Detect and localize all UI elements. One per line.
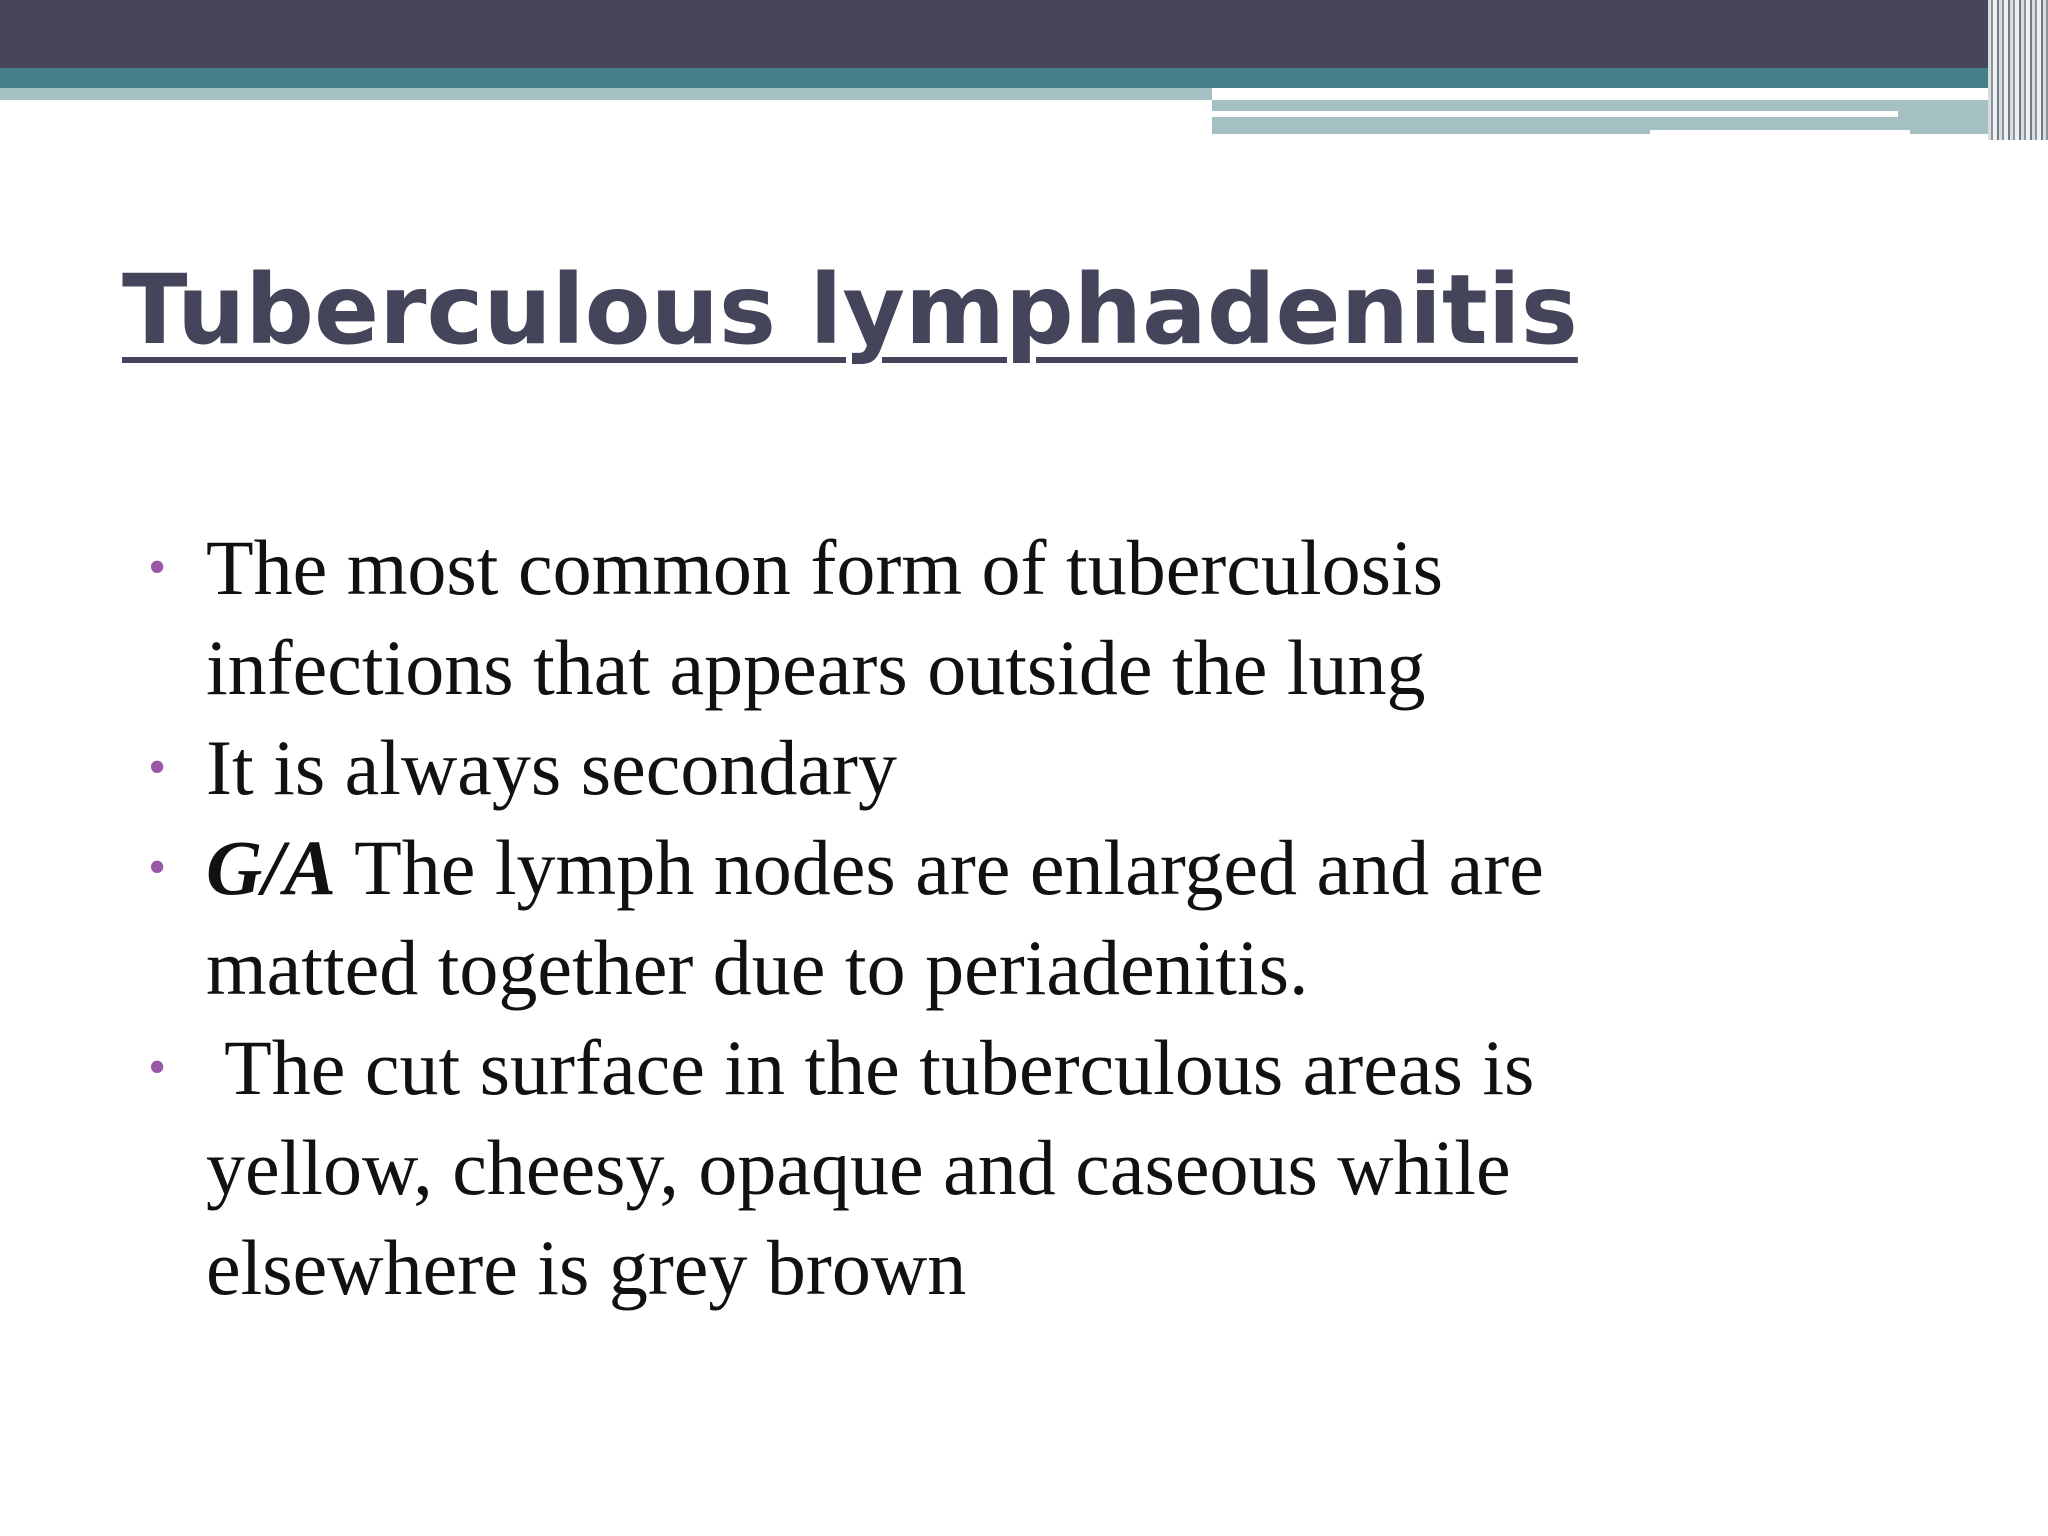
header-white-line-short (1650, 130, 1910, 134)
bullet-dot: • (148, 739, 167, 796)
bullet-item-1 (148, 518, 1968, 718)
bullet-dot: • (148, 839, 167, 896)
bullet-text-line: The cut surface in the tuberculous areas is (206, 1024, 1535, 1111)
slide-title: Tuberculous lymphadenitis (122, 254, 1578, 366)
bullet-item-4 (148, 1018, 1968, 1318)
header-band-light-left (0, 88, 1212, 100)
bullet-text-line: The most common form of tuberculosis (206, 524, 1443, 611)
bullet-text-line: The lymph nodes are enlarged and are (336, 824, 1544, 911)
bullet-list (148, 518, 1968, 1318)
header-white-line (1212, 111, 1898, 117)
bullet-dot: • (148, 539, 167, 596)
header-band-teal (0, 68, 2048, 88)
bullet-item-3 (148, 818, 1968, 1018)
header-band-light-lower (1212, 117, 1652, 134)
bullet-text-line: yellow, cheesy, opaque and caseous while (206, 1124, 1511, 1211)
header-band-dark (0, 0, 2048, 68)
bullet-item-2 (148, 718, 1968, 818)
bullet-text-line: infections that appears outside the lung (206, 624, 1426, 711)
bullet-text-line: elsewhere is grey brown (206, 1224, 967, 1311)
bullet-dot: • (148, 1039, 167, 1096)
bullet-text-line: It is always secondary (206, 724, 897, 811)
header-stripes (1988, 0, 2048, 140)
gross-appearance-label: G/A (206, 824, 337, 911)
bullet-text-line: matted together due to periadenitis. (206, 924, 1309, 1011)
